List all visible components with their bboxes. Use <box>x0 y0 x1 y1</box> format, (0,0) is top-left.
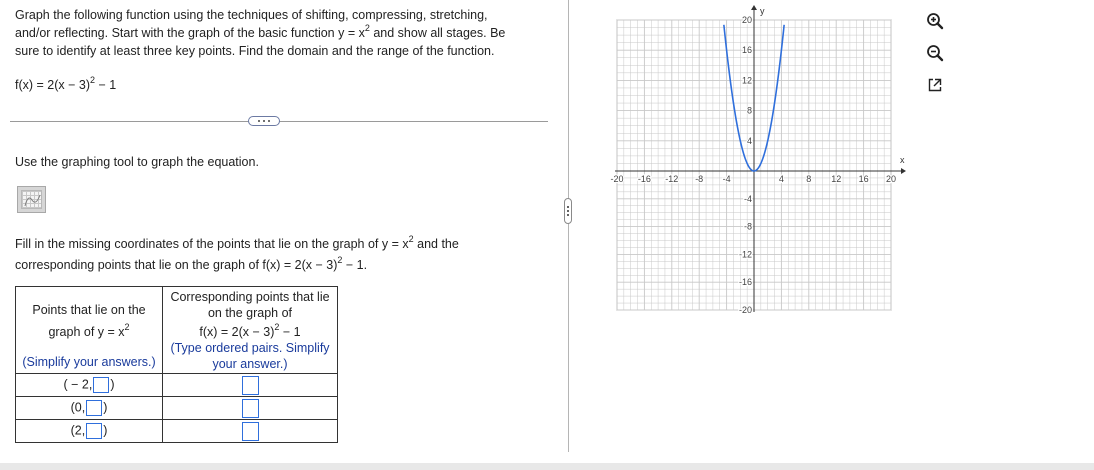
x-axis-label: x <box>900 155 905 165</box>
col1-header-exponent: 2 <box>124 322 130 332</box>
point-suffix: ) <box>110 377 115 392</box>
simplify-note: (Simplify your answers.) <box>22 355 156 369</box>
y-value-input[interactable] <box>86 400 102 416</box>
popout-button[interactable] <box>921 72 949 98</box>
function-expression <box>15 75 117 92</box>
zoom-in-button[interactable] <box>921 8 949 34</box>
table-row <box>16 374 338 397</box>
fill-exponent-1: 2 <box>408 234 414 244</box>
col2-header-function: f(x) = 2(x − 3) <box>199 324 275 339</box>
point-prefix: (0, <box>70 400 86 415</box>
ordered-pair-input[interactable] <box>242 399 259 418</box>
point-prefix: (2, <box>70 423 86 438</box>
x-tick-label: -20 <box>610 174 624 184</box>
y-tick-label: 4 <box>746 135 752 146</box>
zoom-out-icon <box>926 44 944 62</box>
y-tick-label: -20 <box>738 305 752 315</box>
point-suffix: ) <box>103 400 108 415</box>
popout-icon <box>927 77 943 93</box>
pane-resize-handle[interactable] <box>564 198 572 224</box>
x-tick-label: 8 <box>806 174 812 184</box>
fill-line-1b: and the <box>413 237 459 251</box>
y-axis-arrow <box>751 5 757 10</box>
y-tick-label: 16 <box>741 45 752 56</box>
instructions-line-1: Graph the following function using the techniques of shifting, compressing, stretching, <box>15 8 488 22</box>
function-exponent: 2 <box>90 75 96 85</box>
x-tick-label: 20 <box>885 174 897 184</box>
x-tick-label: 16 <box>858 174 869 184</box>
y-tick-label: -16 <box>738 277 752 288</box>
function-tail: − 1 <box>95 78 117 92</box>
table-row <box>16 397 338 420</box>
pane-divider <box>568 0 569 452</box>
transformed-point-cell <box>163 397 338 420</box>
fill-exponent-2: 2 <box>337 255 343 265</box>
graph-tool-prompt: Use the graphing tool to graph the equation. <box>15 155 259 169</box>
instructions-line-3: sure to identify at least three key points. Find the domain and the range of the function. <box>15 44 495 58</box>
type-pairs-note: (Type ordered pairs. Simplify your answer.) <box>170 340 330 371</box>
point-suffix: ) <box>103 423 108 438</box>
x-tick-label: -12 <box>665 174 679 184</box>
col2-header-function-tail: − 1 <box>279 324 301 339</box>
y-tick-label: -8 <box>743 221 752 232</box>
y-value-input[interactable] <box>93 377 109 393</box>
y-axis-label: y <box>760 6 765 16</box>
x-tick-label: -8 <box>695 174 704 184</box>
col1-header-line2: graph of y = x <box>48 325 125 339</box>
graphing-tool-button[interactable] <box>17 186 46 213</box>
col2-header-line1: Corresponding points that lie <box>170 289 330 304</box>
coordinates-table <box>15 286 338 443</box>
point-prefix: ( − 2, <box>63 377 93 392</box>
transformed-point-cell <box>163 374 338 397</box>
zoom-out-button[interactable] <box>921 40 949 66</box>
basic-point-cell <box>16 374 163 397</box>
col1-header-line1: Points that lie on the <box>32 303 146 317</box>
zoom-in-icon <box>926 12 944 30</box>
x-tick-label: -16 <box>637 174 651 184</box>
expand-more-button[interactable] <box>248 116 280 126</box>
table-row <box>16 420 338 443</box>
ordered-pair-input[interactable] <box>242 422 259 441</box>
function-base: f(x) = 2(x − 3) <box>15 78 91 92</box>
instructions-line-2b: and show all stages. Be <box>369 26 506 40</box>
y-tick-label: -4 <box>743 193 752 204</box>
graph-canvas[interactable] <box>604 6 904 316</box>
exponent: 2 <box>364 23 370 33</box>
curve-icon <box>22 191 42 209</box>
col2-header-line2: on the graph of <box>207 305 293 320</box>
y-tick-label: 12 <box>741 75 752 86</box>
transformed-point-cell <box>163 420 338 443</box>
ordered-pair-input[interactable] <box>242 376 259 395</box>
column-header-transformed <box>163 287 338 374</box>
col2-header-exponent: 2 <box>274 321 280 332</box>
fill-line-2a: corresponding points that lie on the graph of f(x) = 2(x − 3) <box>15 258 338 272</box>
y-tick-label: 20 <box>741 15 752 25</box>
x-tick-label: -4 <box>722 174 731 184</box>
basic-point-cell <box>16 397 163 420</box>
fill-line-2b: − 1. <box>342 258 368 272</box>
instructions <box>15 6 550 60</box>
column-header-basic <box>16 287 163 374</box>
x-tick-label: 4 <box>778 174 784 184</box>
basic-point-cell <box>16 420 163 443</box>
y-value-input[interactable] <box>86 423 102 439</box>
bottom-scrollbar[interactable] <box>0 463 1094 470</box>
instructions-line-2a: and/or reflecting. Start with the graph of the basic function y = x <box>15 26 365 40</box>
fill-line-1a: Fill in the missing coordinates of the points that lie on the graph of y = x <box>15 237 409 251</box>
y-tick-label: -12 <box>738 249 752 260</box>
fill-instructions <box>15 234 555 276</box>
y-tick-label: 8 <box>746 105 752 116</box>
x-axis-arrow <box>901 168 906 174</box>
x-tick-label: 12 <box>831 174 842 184</box>
